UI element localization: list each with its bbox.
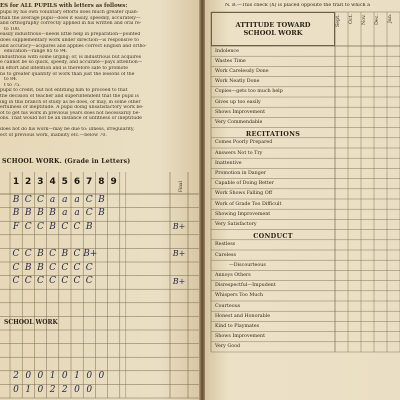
trait-label: Work Shows Falling Off: [215, 191, 273, 197]
trait-label: Restless: [215, 242, 236, 248]
grade-mark: C: [12, 262, 20, 273]
grade-mark: C: [24, 194, 32, 205]
left-page: [0, 0, 199, 400]
instruction-line: ing in this branch of study as he does, or may, in some other: [0, 99, 141, 105]
grade-mark: B: [98, 208, 105, 219]
final-grade: B+: [172, 249, 186, 259]
grade-mark: C: [73, 221, 81, 232]
trait-label: Shows Improvement: [215, 109, 266, 115]
grade-mark: C: [85, 194, 93, 205]
grade-mark: B: [24, 262, 32, 273]
instruction-line: erfulness or ineptitude. A pupil doing unsatisfactory work be-: [0, 105, 144, 111]
trait-label: Careless: [215, 252, 236, 258]
trait-label: Inattentive: [215, 160, 242, 166]
trait-label: Showing Improvement: [215, 211, 271, 217]
grade-column-number: 4: [49, 177, 56, 187]
grade-mark: B+: [83, 248, 98, 259]
grade-mark: 0: [25, 371, 32, 382]
instruction-line: does not do his work—may be due to: illness, irregularity,: [0, 127, 135, 133]
trait-label: Work Carelessly Done: [215, 69, 269, 74]
grade-mark: 0: [74, 384, 80, 395]
instruction-line: e cannot be so quick, speedy, and accurate—pays attention—: [0, 60, 143, 66]
grade-mark: C: [24, 248, 32, 259]
grade-mark: a: [74, 194, 80, 205]
grade-mark: C: [61, 262, 69, 273]
grade-mark: C: [61, 221, 69, 232]
grade-mark: 1: [25, 384, 32, 395]
trait-label: Disrespectful—Impudent: [215, 283, 276, 289]
trait-label: Work Neatly Done: [215, 79, 260, 85]
instruction-line: the decision of teacher and superintendent that the pupil is: [0, 93, 139, 99]
grade-mark: F: [12, 221, 20, 232]
trait-label: Work of Grade Too Difficult: [215, 201, 282, 207]
grid-title: SCHOOL WORK. (Grade in Letters): [2, 158, 131, 165]
month-column-header: Dec.: [375, 14, 380, 25]
grade-column-number: 7: [86, 177, 93, 187]
grade-mark: C: [61, 276, 69, 287]
grade-mark: B: [61, 248, 69, 259]
trait-label: Wastes Time: [215, 58, 246, 64]
grade-column-number: 9: [110, 177, 117, 187]
grade-column-number: 2: [25, 177, 32, 187]
attitude-header-line2: SCHOOL WORK: [243, 29, 303, 37]
grade-column-number: 1: [12, 177, 20, 187]
trait-label: Shows Improvement: [215, 334, 266, 340]
trait-label: Promotion in Danger: [215, 171, 266, 176]
instruction-line: industrious with some urging; or, is industrious but acquires: [0, 54, 142, 60]
grade-mark: B: [98, 194, 105, 205]
instruction-line: ect of previous work, inability etc.—below 70.: [0, 133, 107, 139]
trait-label: Very Commendable: [215, 120, 263, 125]
grade-mark: C: [49, 276, 57, 287]
grade-mark: a: [74, 208, 80, 219]
grade-mark: C: [73, 248, 81, 259]
grade-column-number: 8: [98, 177, 105, 187]
grade-mark: B: [12, 208, 20, 219]
grade-mark: B: [49, 221, 56, 232]
conduct-header: CONDUCT: [253, 231, 293, 240]
grid-section-label: SCHOOL WORK: [4, 319, 58, 327]
trait-label: Annoys Others: [215, 273, 251, 278]
grade-mark: C: [85, 276, 93, 287]
grade-mark: B: [49, 208, 56, 219]
grade-mark: C: [24, 276, 32, 287]
grade-mark: 2: [49, 384, 56, 395]
grade-mark: 2: [13, 371, 19, 382]
instruction-line: and accuracy—acquires and applies correct English and ortho-: [0, 43, 147, 49]
trait-label: Honest and Honorable: [215, 313, 271, 319]
trait-label: Whispers Too Much: [215, 293, 264, 299]
trait-label: Very Good: [215, 344, 241, 350]
grade-mark: B: [37, 262, 44, 273]
month-column-header: Nov.: [362, 14, 367, 25]
grade-mark: C: [73, 262, 81, 273]
grade-mark: 0: [61, 371, 68, 382]
grade-mark: B: [85, 221, 93, 232]
grade-mark: a: [62, 208, 68, 219]
grade-column-number: 6: [73, 177, 81, 187]
grade-column-number: 5: [61, 177, 68, 187]
instruction-line: pupil by his own voluntary efforts does much greater quan-: [0, 10, 139, 15]
final-grade: B+: [172, 222, 186, 232]
instruction-line: easily industrious—needs little help in preparation—pointed: [0, 32, 141, 38]
grade-mark: 2: [61, 384, 68, 395]
grade-mark: C: [49, 248, 57, 259]
instruction-line: ES for ALL PUPILS with letters as follows:: [0, 3, 128, 9]
grade-mark: 0: [86, 384, 93, 395]
trait-label: Capable of Doing Better: [215, 181, 274, 187]
grade-mark: 0: [37, 371, 44, 382]
instruction-line: in effort and intention and is therefore safe to promote: [0, 65, 128, 71]
grade-mark: 0: [98, 371, 105, 382]
final-column-label: Final: [178, 181, 183, 192]
grade-column-number: 3: [37, 177, 44, 187]
grade-mark: 0: [37, 384, 44, 395]
grade-mark: B: [37, 208, 44, 219]
grade-mark: C: [12, 276, 20, 287]
final-grade: B+: [172, 276, 186, 286]
note-text: N. B.—This check (X) is placed opposite the trait to which a: [225, 3, 371, 8]
trait-label: Indolence: [215, 48, 239, 54]
instruction-line: than the average pupil—does it easily, speedily, accurately—: [0, 15, 141, 21]
instruction-line: ot to get his work in previous years does not necessarily be-: [0, 110, 141, 116]
grade-mark: B: [37, 248, 44, 259]
grade-mark: a: [62, 194, 68, 205]
recitations-header: RECITATIONS: [245, 129, 301, 138]
grade-mark: B: [12, 194, 20, 205]
instruction-line: and orthography correctly applied in his written and oral re-: [0, 21, 142, 27]
month-column-header: Sept.: [336, 14, 341, 27]
trait-label: Answers Not to Try: [215, 150, 263, 156]
grade-grid: [0, 172, 199, 400]
grade-mark: 1: [49, 371, 56, 382]
trait-label: Courteous: [215, 303, 241, 309]
month-column-header: Oct.: [349, 14, 354, 25]
instruction-line: to 100.: [4, 26, 21, 32]
instruction-line: ons. That would not be an instance of unfitness or ineptitude: [0, 116, 142, 122]
trait-label: Copies—gets too much help: [215, 89, 283, 95]
grading-instructions: [0, 0, 199, 155]
trait-label: Gives up too easily: [215, 99, 261, 105]
trait-label: —Discourteous: [229, 262, 266, 268]
grade-mark: C: [12, 248, 20, 259]
instruction-line: pupil to credit, but not entitling him to proceed to that: [0, 88, 128, 94]
instruction-line: t to 75.: [4, 82, 21, 88]
grade-mark: C: [73, 276, 81, 287]
grade-mark: C: [36, 276, 44, 287]
grade-mark: C: [85, 262, 93, 273]
instruction-line: to 84.: [4, 77, 18, 83]
trait-label: Kind to Playmates: [215, 324, 260, 329]
trait-label: Comes Poorly Prepared: [215, 140, 273, 146]
instruction-line: education—range 85 to 94.: [4, 49, 68, 55]
grade-mark: C: [85, 208, 93, 219]
right-page: [205, 0, 400, 400]
grade-mark: B: [24, 208, 32, 219]
grade-mark: 1: [74, 371, 80, 382]
instruction-line: does supplementary work under direction—is responsive to: [0, 37, 139, 43]
grade-mark: C: [36, 221, 44, 232]
trait-label: Very Satisfactory: [215, 222, 257, 227]
month-column-header: Jan.: [388, 14, 393, 24]
instruction-line: ns to greater quantity of work than just the lessons of the: [0, 71, 135, 77]
grade-mark: C: [24, 221, 32, 232]
attitude-header-line1: ATTITUDE TOWARD: [235, 21, 311, 29]
grade-mark: a: [49, 194, 56, 205]
grade-mark: 0: [13, 384, 19, 395]
grade-mark: C: [36, 194, 44, 205]
grade-mark: 0: [86, 371, 93, 382]
grade-mark: C: [49, 262, 57, 273]
